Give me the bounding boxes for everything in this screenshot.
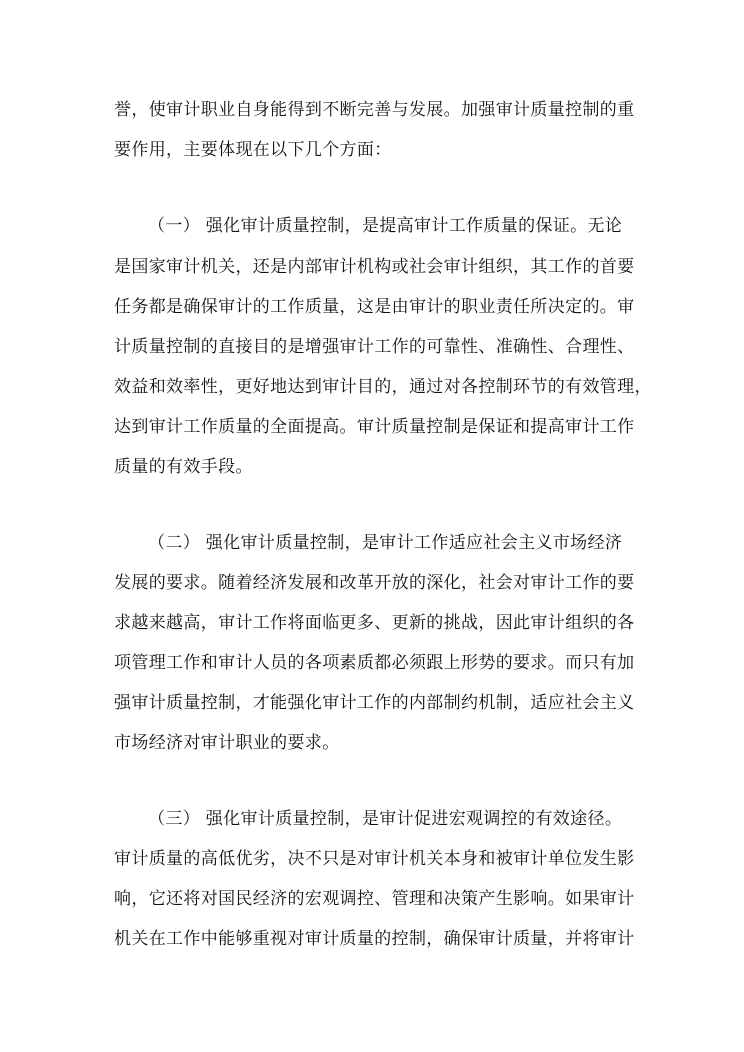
text-line: 质量的有效手段。 xyxy=(114,457,253,477)
text-line: （二） 强化审计质量控制，是审计工作适应社会主义市场经济 xyxy=(148,533,623,553)
text-line: 项管理工作和审计人员的各项素质都必须跟上形势的要求。而只有加 xyxy=(114,653,635,673)
text-line: 达到审计工作质量的全面提高。审计质量控制是保证和提高审计工作 xyxy=(114,417,635,437)
text-line: 机关在工作中能够重视对审计质量的控制，确保审计质量，并将审计 xyxy=(114,929,635,949)
text-line: （三） 强化审计质量控制，是审计促进宏观调控的有效途径。 xyxy=(148,809,623,829)
text-line: 计质量控制的直接目的是增强审计工作的可靠性、准确性、合理性、 xyxy=(114,337,635,357)
text-line: 求越来越高，审计工作将面临更多、更新的挑战，因此审计组织的各 xyxy=(114,613,635,633)
text-line: 任务都是确保审计的工作质量，这是由审计的职业责任所决定的。审 xyxy=(114,297,635,317)
text-line: 要作用，主要体现在以下几个方面： xyxy=(114,140,392,160)
text-line: 审计质量的高低优劣，决不只是对审计机关本身和被审计单位发生影 xyxy=(114,849,635,869)
text-line: （一） 强化审计质量控制，是提高审计工作质量的保证。无论 xyxy=(148,216,623,236)
text-line: 响，它还将对国民经济的宏观调控、管理和决策产生影响。如果审计 xyxy=(114,889,635,909)
text-line: 市场经济对审计职业的要求。 xyxy=(114,733,340,753)
text-line: 效益和效率性，更好地达到审计目的，通过对各控制环节的有效管理， xyxy=(114,377,652,397)
text-line: 发展的要求。随着经济发展和改革开放的深化，社会对审计工作的要 xyxy=(114,573,635,593)
text-line: 誉，使审计职业自身能得到不断完善与发展。加强审计质量控制的重 xyxy=(114,100,635,120)
text-line: 是国家审计机关，还是内部审计机构或社会审计组织，其工作的首要 xyxy=(114,257,635,277)
text-line: 强审计质量控制，才能强化审计工作的内部制约机制，适应社会主义 xyxy=(114,693,635,713)
